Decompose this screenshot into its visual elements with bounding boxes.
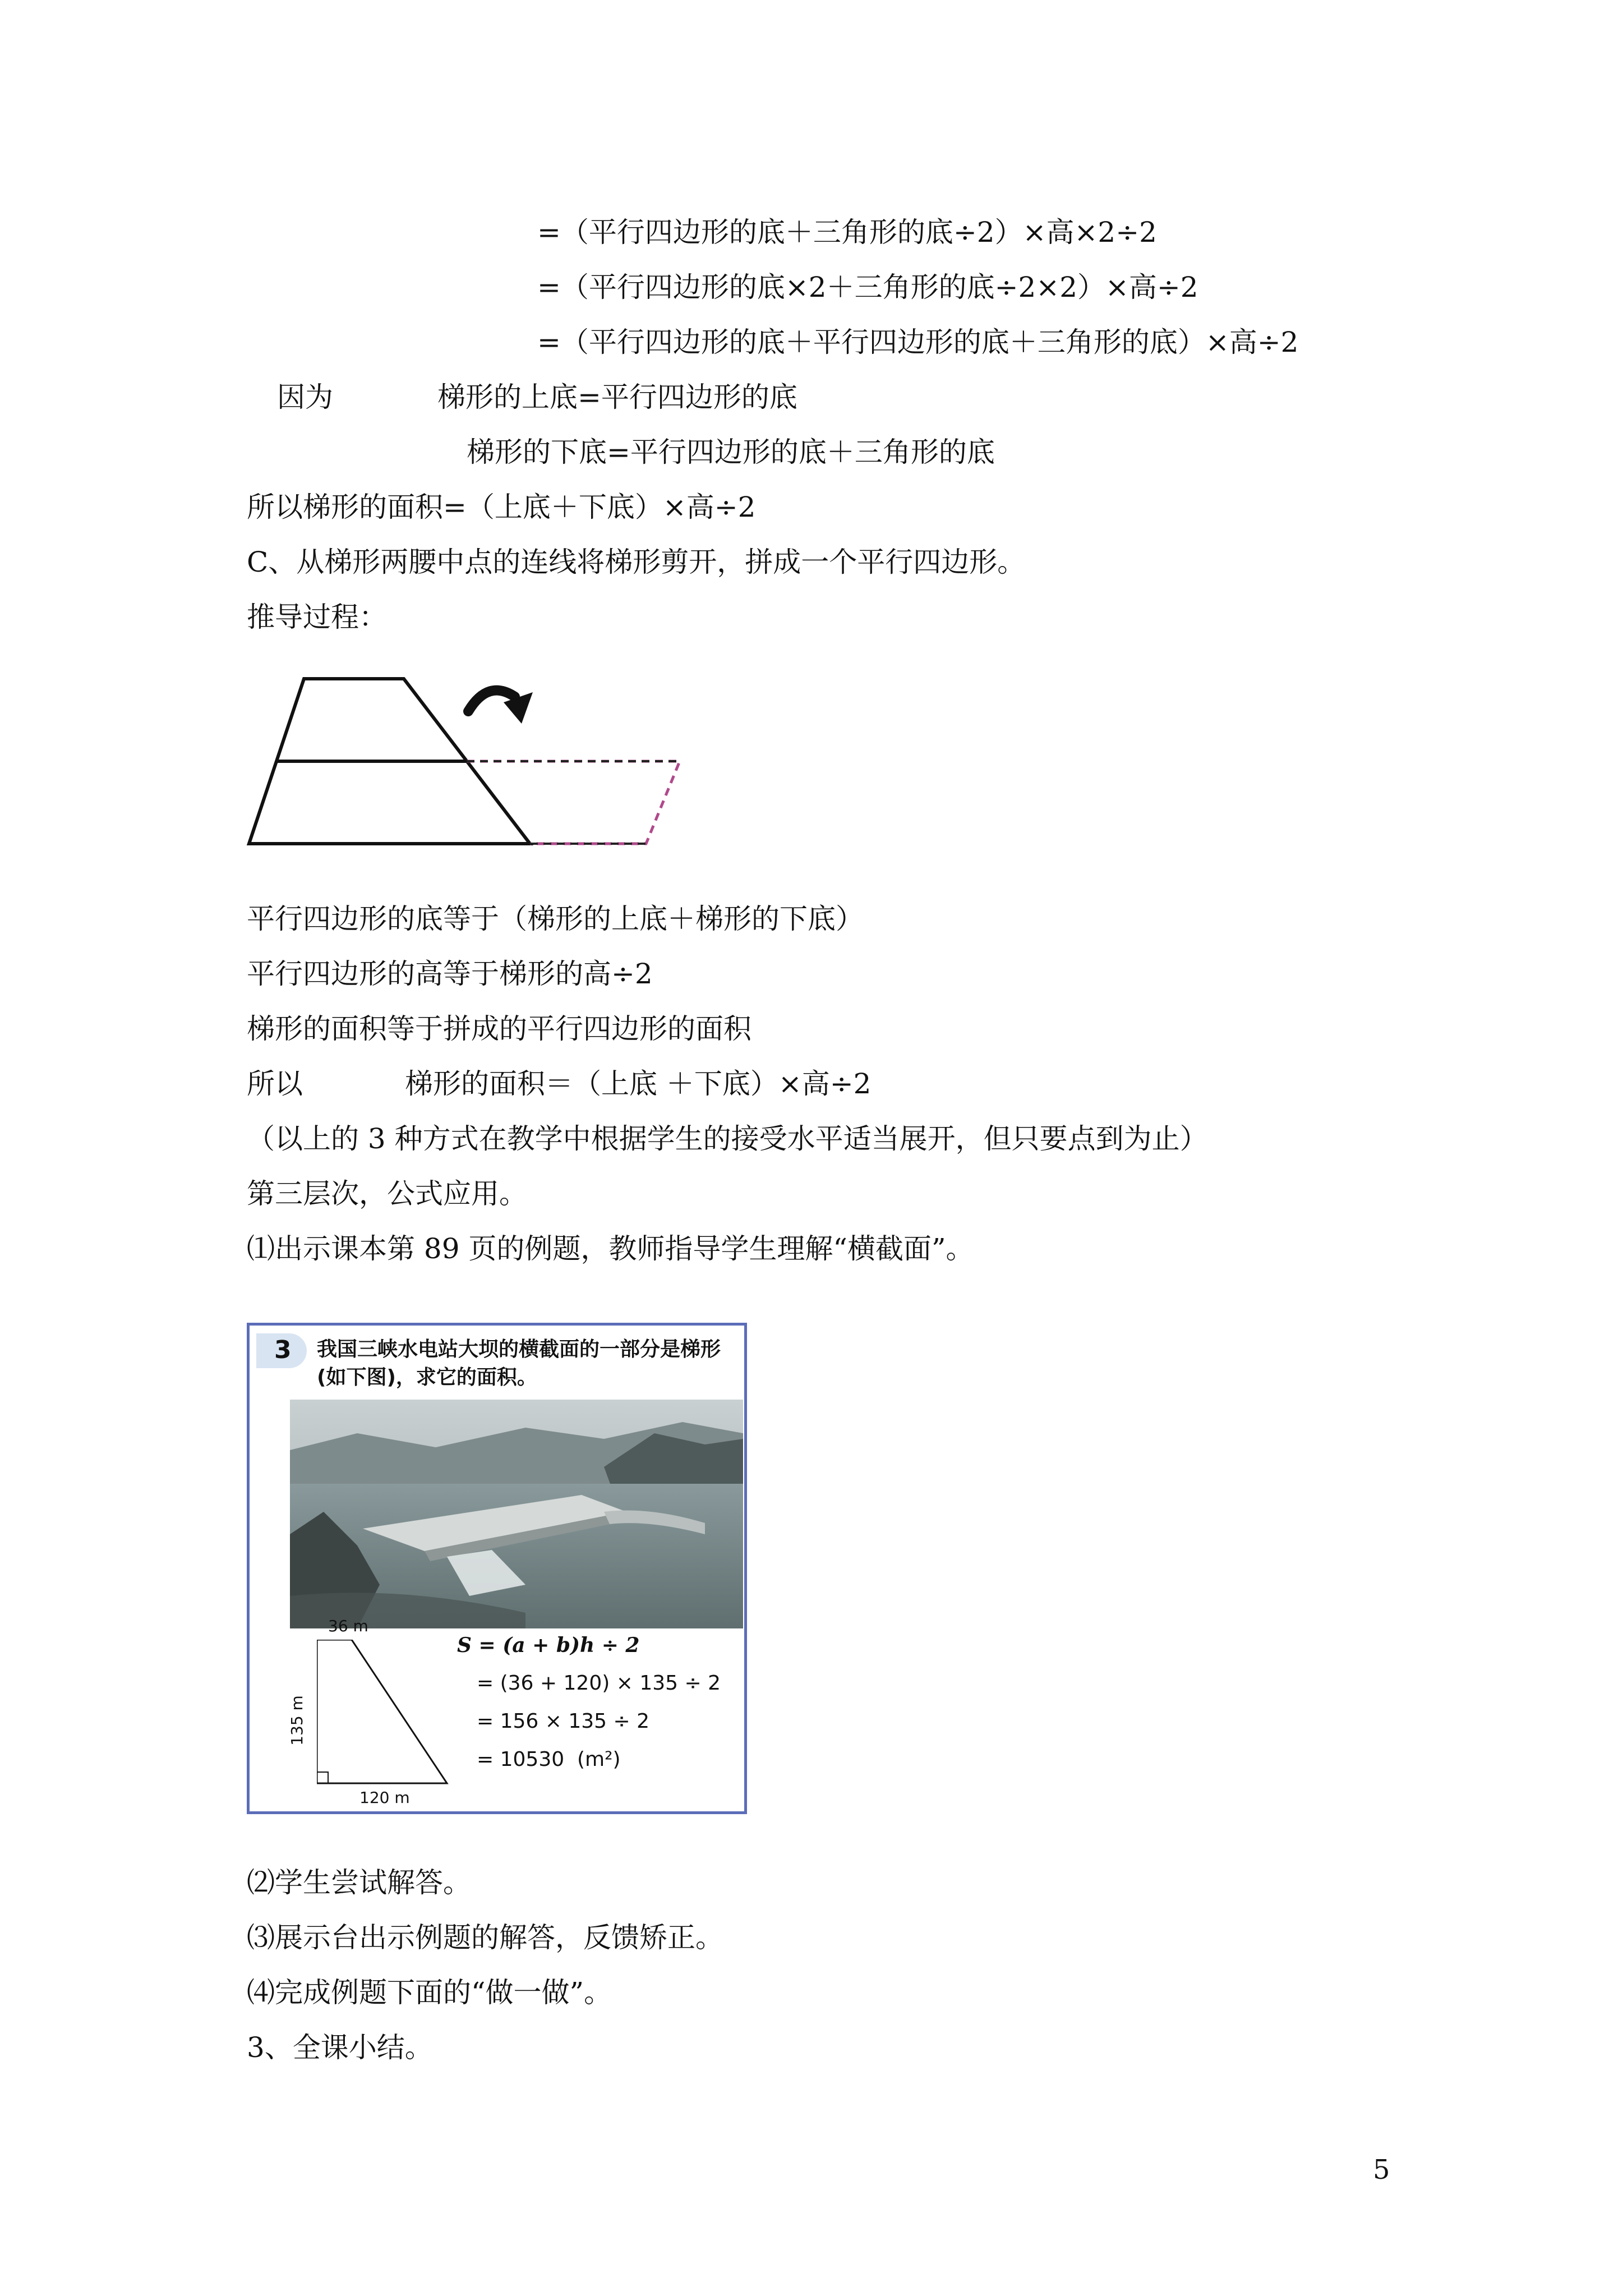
derivation-label: 推导过程： bbox=[247, 601, 387, 633]
step-4: ⑷完成例题下面的“做一做”。 bbox=[247, 1976, 612, 2009]
level-three-heading: 第三层次，公式应用。 bbox=[247, 1177, 527, 1210]
result-step: = 10530 (m²) bbox=[477, 1748, 621, 1771]
example-question-line-2: (如下图)，求它的面积。 bbox=[317, 1366, 537, 1389]
rotate-arrow-icon bbox=[468, 691, 533, 724]
substitution-step: = (36 + 120) × 135 ÷ 2 bbox=[477, 1672, 721, 1695]
derivation-line-1: =（平行四边形的底＋三角形的底÷2）×高×2÷2 bbox=[537, 216, 1157, 249]
step-2: ⑵学生尝试解答。 bbox=[247, 1866, 471, 1899]
page-number: 5 bbox=[1373, 2154, 1390, 2185]
teaching-note: （以上的 3 种方式在教学中根据学生的接受水平适当展开，但只要点到为止） bbox=[247, 1122, 1208, 1155]
derivation-line-2: =（平行四边形的底×2＋三角形的底÷2×2）×高÷2 bbox=[537, 271, 1198, 303]
method-c-heading: C、从梯形两腰中点的连线将梯形剪开，拼成一个平行四边形。 bbox=[247, 546, 1026, 578]
area-conclusion: 所以梯形的面积=（上底＋下底）×高÷2 bbox=[247, 491, 756, 523]
sum-step: = 156 × 135 ÷ 2 bbox=[477, 1710, 650, 1733]
example-number: 3 bbox=[274, 1336, 292, 1364]
parallelogram-base-statement: 平行四边形的底等于（梯形的上底＋梯形的下底） bbox=[247, 903, 864, 935]
lesson-summary-heading: 3、全课小结。 bbox=[247, 2031, 433, 2064]
because-statement: 梯形的上底=平行四边形的底 bbox=[437, 381, 797, 413]
step-3: ⑶展示台出示例题的解答，反馈矫正。 bbox=[247, 1921, 723, 1954]
parallelogram-height-statement: 平行四边形的高等于梯形的高÷2 bbox=[247, 958, 653, 990]
trapezoid-rearrangement-diagram bbox=[241, 668, 690, 858]
because-word: 因为 bbox=[277, 381, 333, 413]
therefore-word: 所以 bbox=[247, 1068, 303, 1100]
three-gorges-dam-photo bbox=[290, 1400, 743, 1628]
step-1: ⑴出示课本第 89 页的例题，教师指导学生理解“横截面”。 bbox=[247, 1232, 974, 1265]
example-question-line-1: 我国三峡水电站大坝的横截面的一部分是梯形 bbox=[317, 1338, 721, 1361]
dimension-height: 135 m bbox=[287, 1695, 306, 1746]
dimension-bottom-base: 120 m bbox=[359, 1788, 410, 1807]
example-header bbox=[250, 1326, 744, 1398]
dimension-top-base: 36 m bbox=[328, 1617, 368, 1635]
therefore-formula: 梯形的面积＝（上底 ＋下底）×高÷2 bbox=[405, 1068, 872, 1100]
derivation-line-3: =（平行四边形的底＋平行四边形的底＋三角形的底）×高÷2 bbox=[537, 326, 1299, 358]
textbook-example-box bbox=[247, 1323, 747, 1814]
dam-cross-section-diagram bbox=[317, 1640, 474, 1802]
lower-base-statement: 梯形的下底=平行四边形的底＋三角形的底 bbox=[467, 436, 995, 468]
area-formula: S = (a + b)h ÷ 2 bbox=[457, 1634, 640, 1657]
area-equal-statement: 梯形的面积等于拼成的平行四边形的面积 bbox=[247, 1013, 751, 1045]
